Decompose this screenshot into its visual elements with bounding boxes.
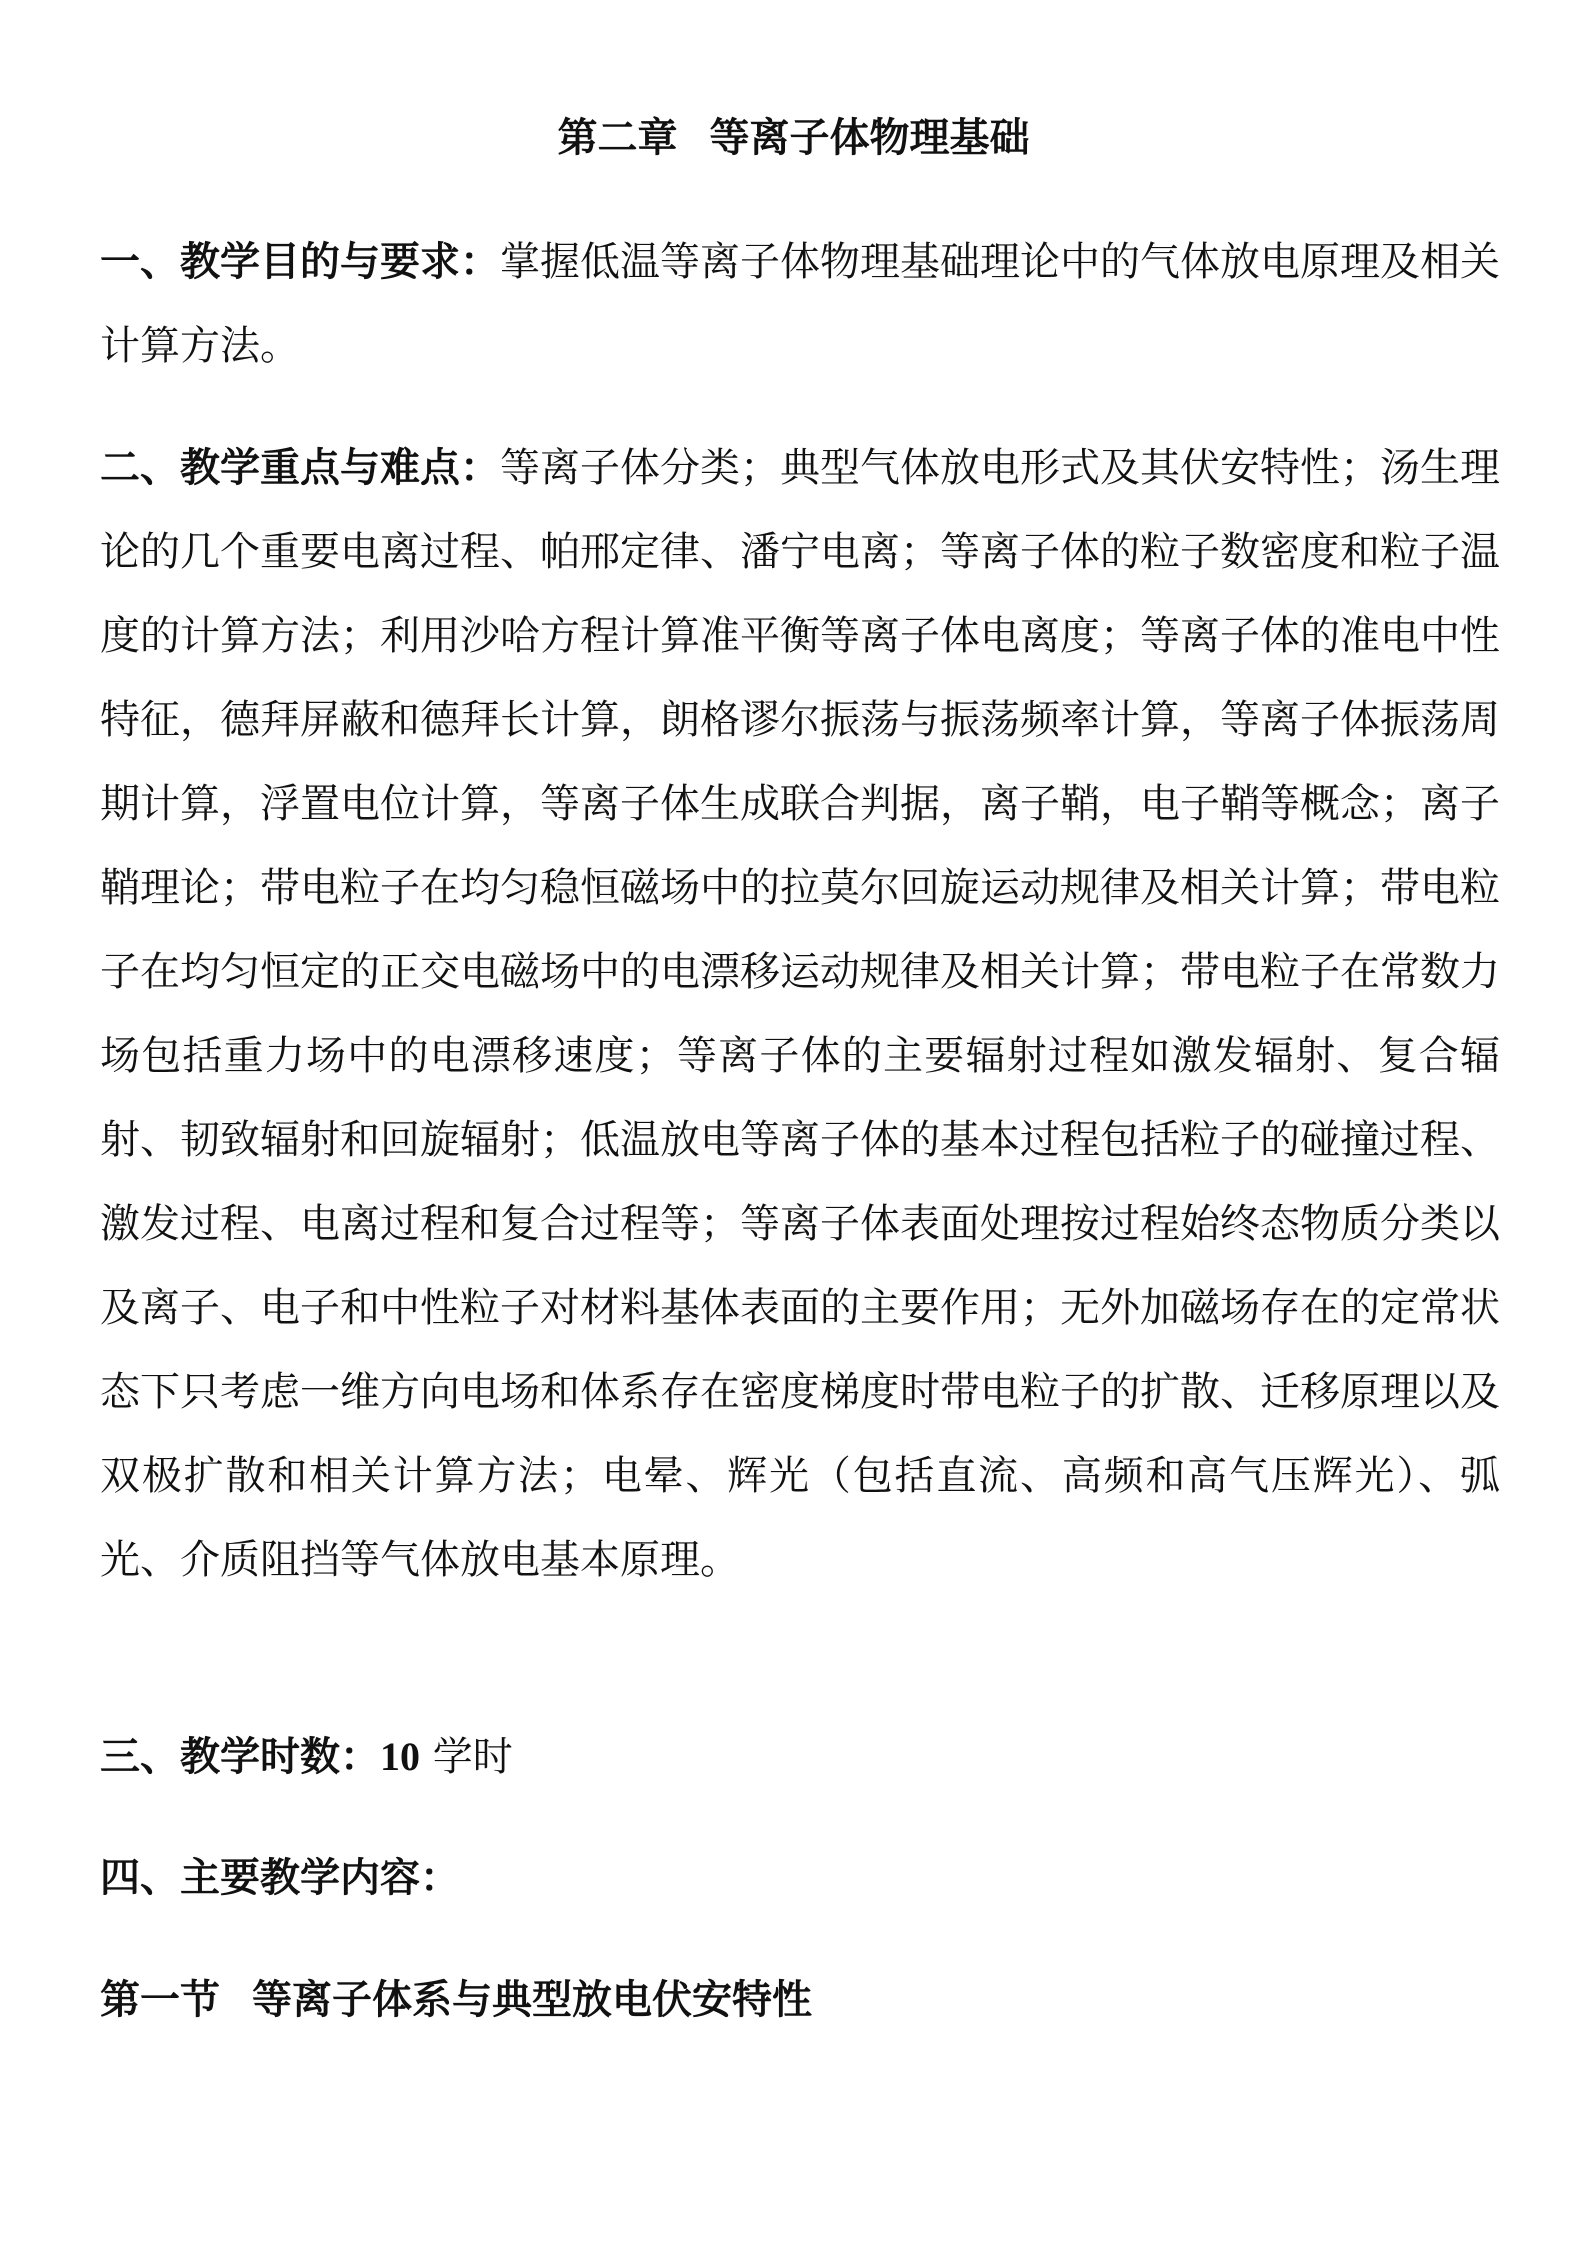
content-label: 四、主要教学内容： — [100, 1854, 460, 1901]
keypoints-label: 二、教学重点与难点： — [100, 444, 500, 491]
hours-paragraph — [100, 1715, 1500, 1799]
hours-value: 10 — [380, 1734, 420, 1779]
content-heading — [100, 1836, 1500, 1920]
hours-label: 三、教学时数： — [100, 1733, 380, 1780]
section-number: 第一节 — [100, 1976, 220, 2023]
section-title — [100, 1958, 1500, 2042]
objectives-paragraph — [100, 220, 1500, 388]
objectives-text: 掌握低温等离子体物理基础理论中的气体放电原理及相关计算方法。 — [100, 239, 1500, 369]
keypoints-text: 等离子体分类；典型气体放电形式及其伏安特性；汤生理论的几个重要电离过程、帕邢定律、潘宁电离；等离子体的粒子数密度和粒子温度的计算方法；利用沙哈方程计算准平衡等离子体电离度；等离子体的准电中性特征，德拜屏蔽和德拜长计算，朗格谬尔振荡与振荡频率计算，等离子体振荡周期计算，浮置电位计算，等离子体生成联合判据，离子鞘，电子鞘等概念；离子鞘理论；带电粒子在均匀稳恒磁场中的拉莫尔回旋运动规律及相关计算；带电粒子在均匀恒定的正交电磁场中的电漂移运动规律及相关计算；带电粒子在常数力场包括重力场中的电漂移速度；等离子体的主要辐射过程如激发辐射、复合辐射、韧致辐射和回旋辐射；低温放电等离子体的基本过程包括粒子的碰撞过程、激发过程、电离过程和复合过程等；等离子体表面处理按过程始终态物质分类以及离子、电子和中性粒子对材料基体表面的主要作用；无外加磁场存在的定常状态下只考虑一维方向电场和体系存在密度梯度时带电粒子的扩散、迁移原理以及双极扩散和相关计算方法；电晕、辉光（包括直流、高频和高气压辉光）、弧光、介质阻挡等气体放电基本原理。 — [100, 445, 1500, 1583]
objectives-label: 一、教学目的与要求： — [100, 238, 500, 285]
section-name: 等离子体系与典型放电伏安特性 — [252, 1976, 812, 2023]
chapter-title — [0, 108, 1587, 168]
chapter-number: 第二章 — [557, 114, 678, 161]
keypoints-paragraph — [100, 426, 1500, 1602]
chapter-name: 等离子体物理基础 — [709, 114, 1030, 161]
hours-unit: 学时 — [432, 1734, 513, 1780]
